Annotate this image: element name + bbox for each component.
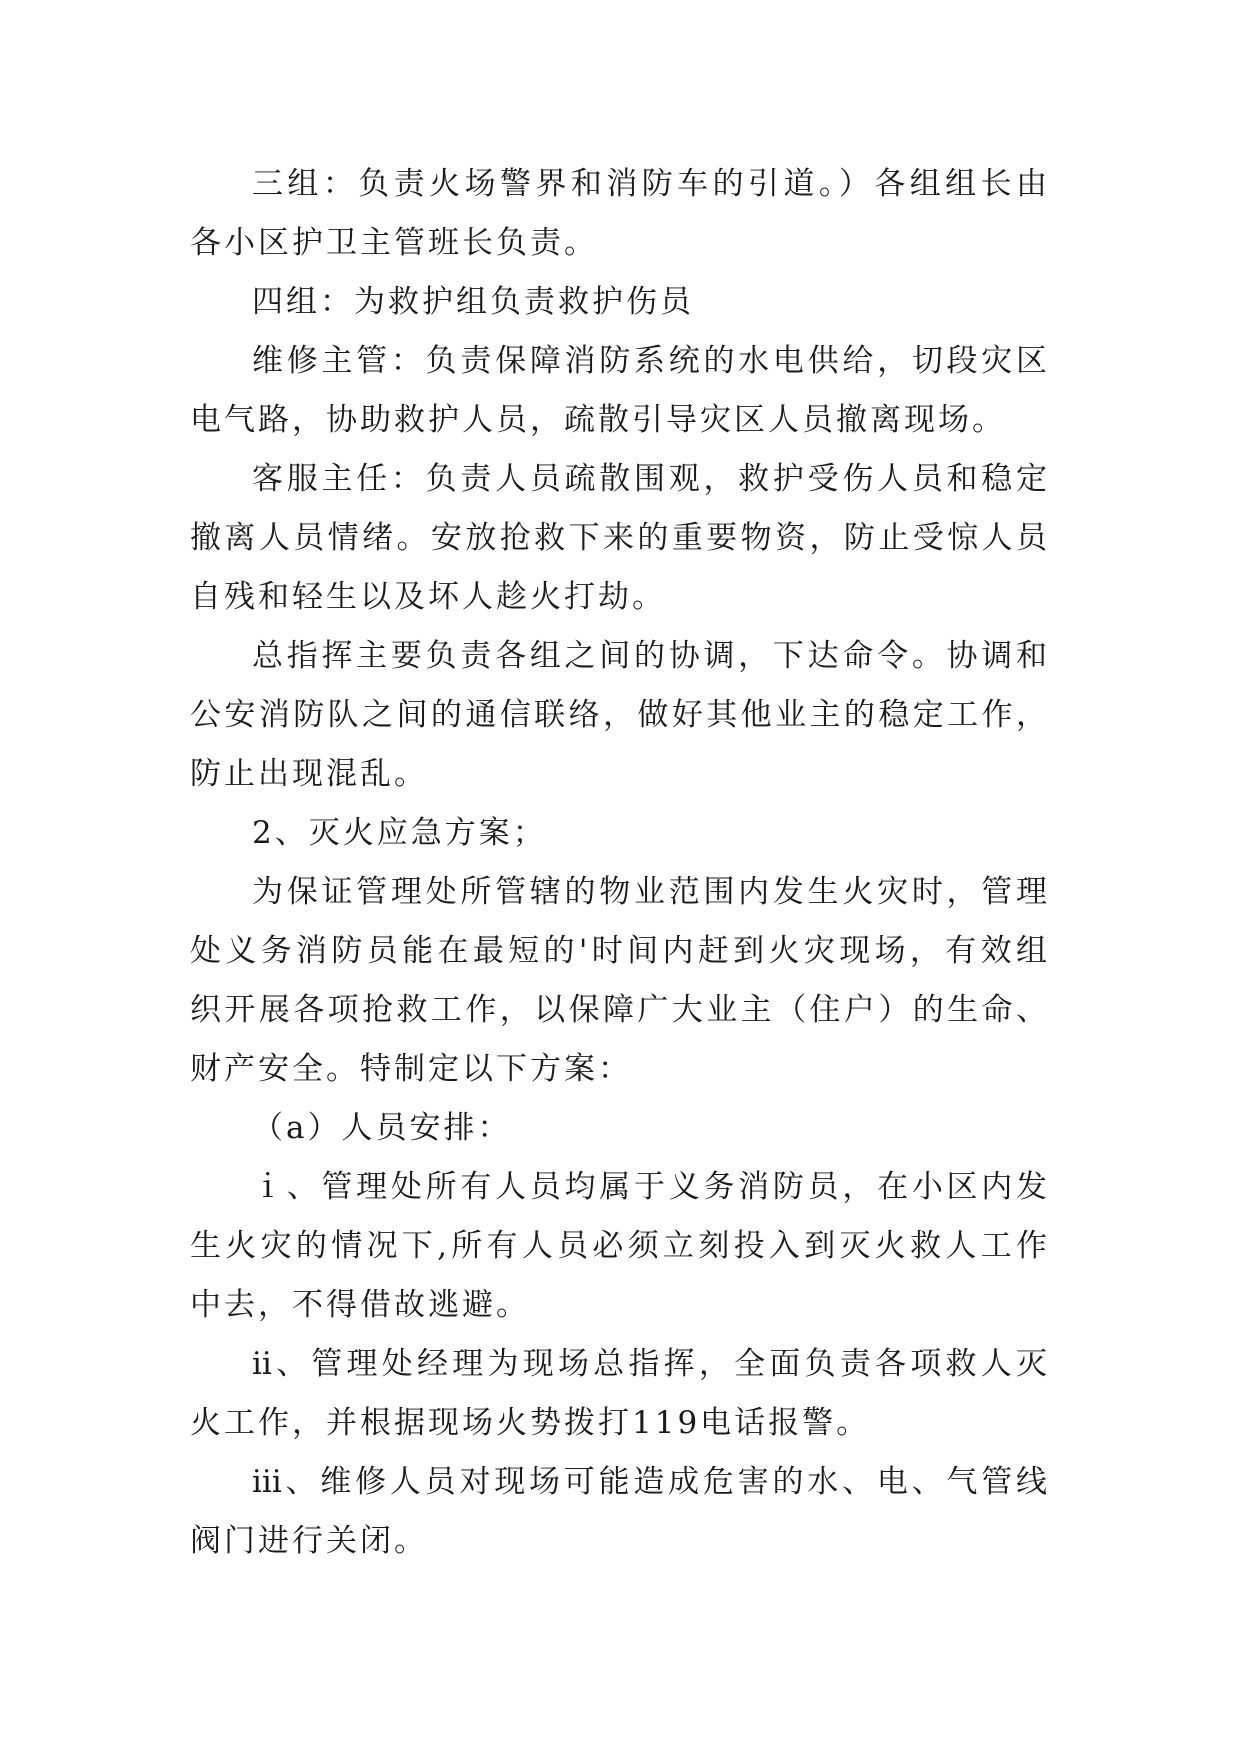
paragraph-group-four: 四组：为救护组负责救护伤员 — [252, 284, 694, 320]
document-body — [190, 155, 1050, 1571]
list-item-i: ｉ、管理处所有人员均属于义务消防员，在小区内发生火灾的情况下,所有人员必须立刻投入到灭火救人工作中去，不得借故逃避。 — [190, 1169, 1050, 1323]
paragraph-commander-in-chief: 总指挥主要负责各组之间的协调，下达命令。协调和公安消防队之间的通信联络，做好其他业主的稳定工作，防止出现混乱。 — [190, 638, 1050, 792]
paragraph-plan-purpose: 为保证管理处所管辖的物业范围内发生火灾时，管理处义务消防员能在最短的'时间内赶到火灾现场，有效组织开展各项抢救工作，以保障广大业主（住户）的生命、财产安全。特制定以下方案： — [190, 874, 1050, 1087]
paragraph-maintenance-supervisor: 维修主管：负责保障消防系统的水电供给，切段灾区电气路，协助救护人员，疏散引导灾区人员撤离现场。 — [190, 343, 1050, 438]
section-heading-fire-plan: 2、灭火应急方案； — [252, 815, 547, 851]
subheading-staff-arrangement: （a）人员安排： — [252, 1110, 512, 1146]
paragraph-group-three: 三组：负责火场警界和消防车的引道。）各组组长由各小区护卫主管班长负责。 — [190, 166, 1050, 261]
paragraph-customer-service-director: 客服主任：负责人员疏散围观，救护受伤人员和稳定撤离人员情绪。安放抢救下来的重要物资，防止受惊人员自残和轻生以及坏人趁火打劫。 — [190, 461, 1050, 615]
list-item-ii: ⅱ、管理处经理为现场总指挥，全面负责各项救人灭火工作，并根据现场火势拨打119电话报警。 — [190, 1346, 1050, 1441]
list-item-iii: ⅲ、维修人员对现场可能造成危害的水、电、气管线阀门进行关闭。 — [190, 1464, 1050, 1559]
